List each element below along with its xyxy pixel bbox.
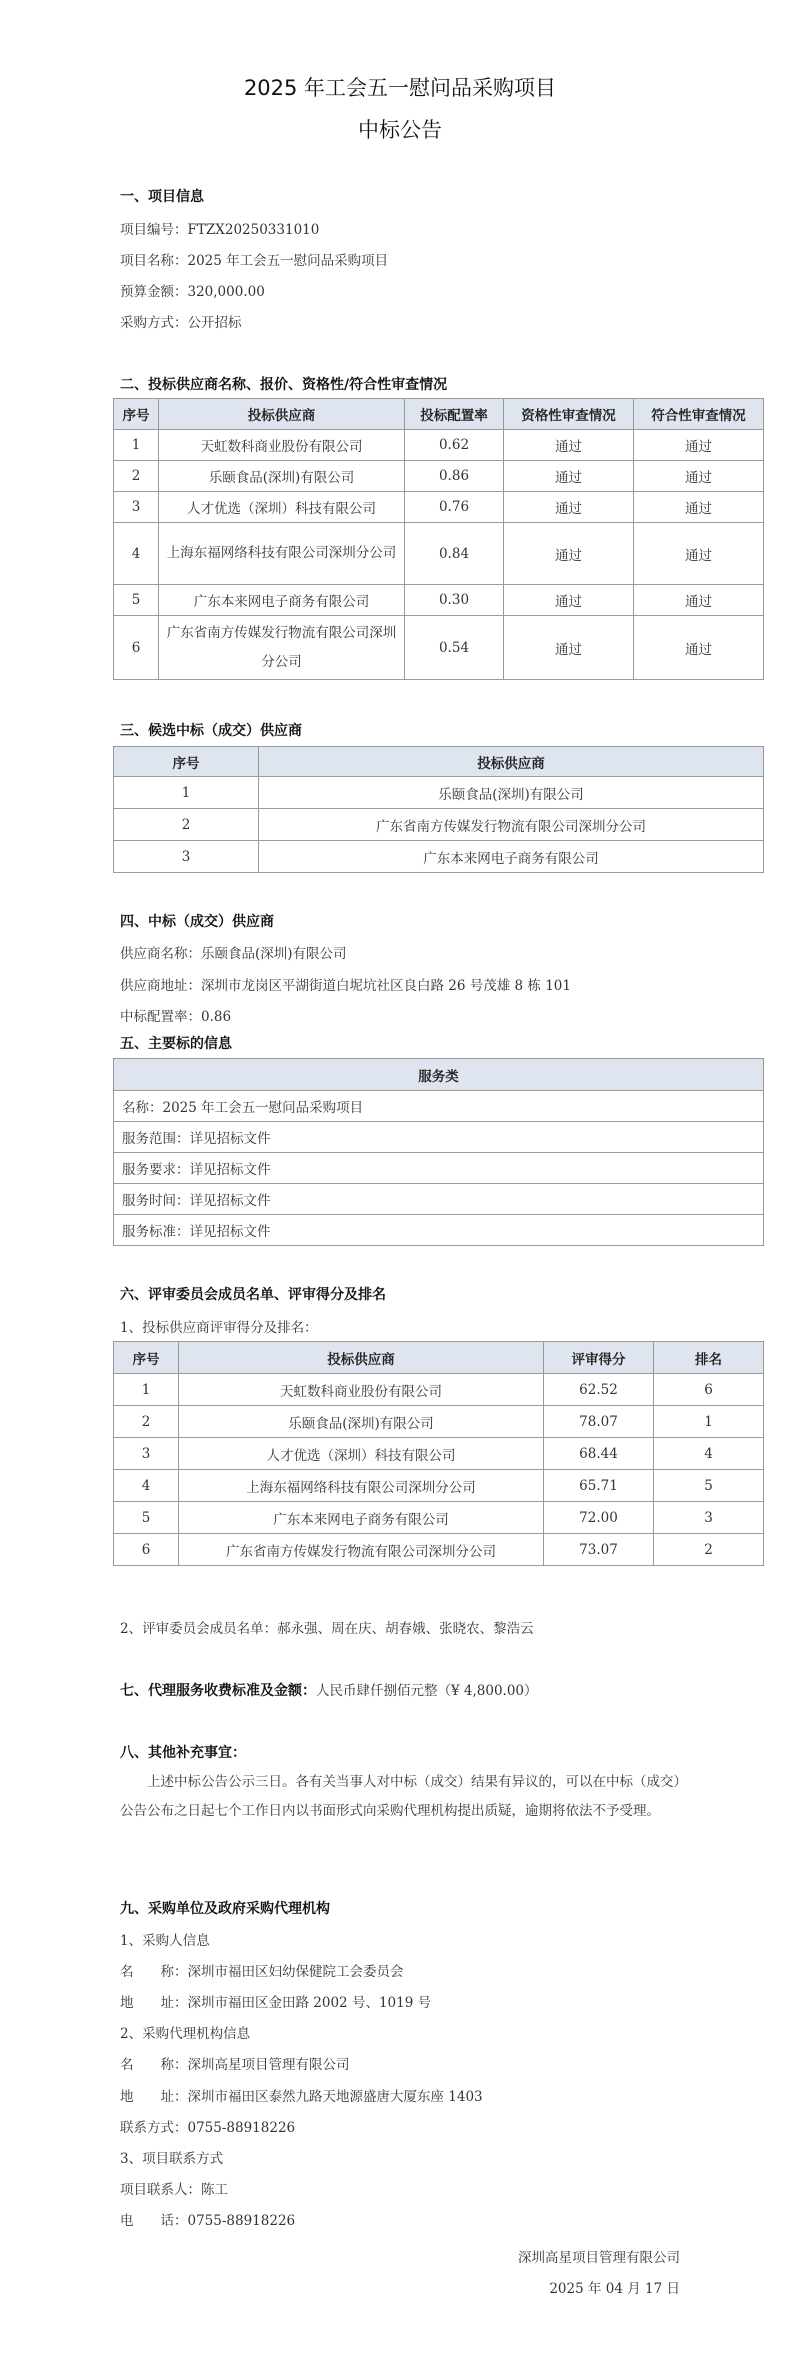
cell: 通过	[504, 430, 634, 461]
cell: 上海东福网络科技有限公司深圳分公司	[179, 1470, 544, 1502]
cell: 2	[114, 461, 159, 492]
col-header: 序号	[114, 1342, 179, 1374]
scores-table	[113, 1341, 764, 1566]
footer-date: 2025 年 04 月 17 日	[549, 2281, 680, 2297]
objection-notice: 上述中标公告公示三日。各有关当事人对中标（成交）结果有异议的，可以在中标（成交）公告公布之日起七个工作日内以书面形式向采购代理机构提出质疑，逾期将依法不予受理。	[120, 1774, 687, 1819]
cell: 78.07	[544, 1406, 654, 1438]
cell: 通过	[634, 492, 764, 523]
cell: 通过	[504, 492, 634, 523]
bidders-table	[113, 398, 764, 680]
cell: 通过	[634, 523, 764, 585]
cell: 6	[654, 1374, 764, 1406]
agency-fee-value: 人民币肆仟捌佰元整（¥ 4,800.00）	[316, 1683, 538, 1699]
cell: 62.52	[544, 1374, 654, 1406]
cell: 人才优选（深圳）科技有限公司	[159, 492, 405, 523]
cell: 0.62	[405, 430, 504, 461]
cell: 服务范围：详见招标文件	[114, 1122, 764, 1153]
project-number: 项目编号：FTZX20250331010	[120, 222, 320, 238]
cell: 2	[114, 1406, 179, 1438]
cell: 0.30	[405, 585, 504, 616]
cell: 通过	[504, 523, 634, 585]
section-contacts-heading: 九、采购单位及政府采购代理机构	[120, 1901, 330, 1917]
cell: 5	[114, 1502, 179, 1534]
winner-address: 供应商地址：深圳市龙岗区平湖街道白坭坑社区良白路 26 号茂雄 8 栋 101	[120, 978, 571, 994]
cell: 通过	[504, 461, 634, 492]
cell: 0.54	[405, 616, 504, 680]
cell: 服务要求：详见招标文件	[114, 1153, 764, 1184]
cell: 65.71	[544, 1470, 654, 1502]
table-row	[114, 461, 764, 492]
table-row	[114, 1502, 764, 1534]
cell: 乐颐食品(深圳)有限公司	[179, 1406, 544, 1438]
table-header-row	[114, 1342, 764, 1374]
purchaser-info-heading: 1、采购人信息	[120, 1933, 210, 1949]
section-project-info-heading: 一、项目信息	[120, 189, 204, 205]
cell: 72.00	[544, 1502, 654, 1534]
cell: 通过	[504, 616, 634, 680]
cell: 乐颐食品(深圳)有限公司	[259, 777, 764, 809]
section-bidders-heading: 二、投标供应商名称、报价、资格性/符合性审查情况	[120, 377, 448, 393]
cell: 广东本来网电子商务有限公司	[159, 585, 405, 616]
col-header: 资格性审查情况	[504, 399, 634, 430]
project-contact-phone: 电 话：0755-88918226	[120, 2213, 296, 2229]
cell: 3	[114, 492, 159, 523]
col-header: 投标供应商	[159, 399, 405, 430]
cell: 天虹数科商业股份有限公司	[179, 1374, 544, 1406]
cell: 4	[114, 523, 159, 585]
cell: 广东省南方传媒发行物流有限公司深圳分公司	[259, 809, 764, 841]
section-other-heading: 八、其他补充事宜：	[120, 1745, 246, 1761]
cell: 6	[114, 1534, 179, 1566]
col-header: 序号	[114, 399, 159, 430]
cell: 人才优选（深圳）科技有限公司	[179, 1438, 544, 1470]
col-header: 服务类	[114, 1059, 764, 1091]
purchaser-address: 地 址：深圳市福田区金田路 2002 号、1019 号	[120, 1995, 432, 2011]
agency-fee-line	[120, 1679, 538, 1700]
table-row	[114, 1153, 764, 1184]
purchaser-name: 名 称：深圳市福田区妇幼保健院工会委员会	[120, 1964, 404, 1980]
cell: 服务标准：详见招标文件	[114, 1215, 764, 1246]
cell: 0.86	[405, 461, 504, 492]
table-row	[114, 1534, 764, 1566]
section-subject-heading: 五、主要标的信息	[120, 1036, 232, 1052]
cell: 1	[654, 1406, 764, 1438]
col-header: 投标配置率	[405, 399, 504, 430]
winner-config-rate: 中标配置率：0.86	[120, 1009, 232, 1025]
cell: 1	[114, 1374, 179, 1406]
page-title: 2025 年工会五一慰问品采购项目	[243, 76, 557, 100]
cell: 通过	[634, 461, 764, 492]
agency-info-heading: 2、采购代理机构信息	[120, 2026, 251, 2042]
cell: 6	[114, 616, 159, 680]
cell: 1	[114, 430, 159, 461]
table-header-row	[114, 1059, 764, 1091]
table-row	[114, 809, 764, 841]
budget-amount: 预算金额：320,000.00	[120, 284, 265, 300]
cell: 广东本来网电子商务有限公司	[259, 841, 764, 873]
table-row	[114, 430, 764, 461]
cell: 3	[114, 841, 259, 873]
cell: 2	[654, 1534, 764, 1566]
cell: 乐颐食品(深圳)有限公司	[159, 461, 405, 492]
table-row	[114, 616, 764, 680]
cell: 4	[114, 1470, 179, 1502]
subject-info-table	[113, 1058, 764, 1246]
scores-subheading: 1、投标供应商评审得分及排名：	[120, 1320, 318, 1336]
table-row	[114, 1215, 764, 1246]
committee-members: 2、评审委员会成员名单：郝永强、周在庆、胡春娥、张晓农、黎浩云	[120, 1621, 534, 1637]
project-name: 项目名称：2025 年工会五一慰问品采购项目	[120, 253, 389, 269]
agency-address: 地 址：深圳市福田区泰然九路天地源盛唐大厦东座 1403	[120, 2089, 483, 2105]
cell: 通过	[634, 585, 764, 616]
cell: 5	[114, 585, 159, 616]
section-review-heading: 六、评审委员会成员名单、评审得分及排名	[120, 1287, 386, 1303]
cell: 广东省南方传媒发行物流有限公司深圳分公司	[179, 1534, 544, 1566]
col-header: 投标供应商	[259, 747, 764, 777]
page-subtitle: 中标公告	[358, 118, 442, 142]
section-candidates-heading: 三、候选中标（成交）供应商	[120, 723, 302, 739]
agency-contact: 联系方式：0755-88918226	[120, 2120, 296, 2136]
table-row	[114, 841, 764, 873]
cell: 通过	[504, 585, 634, 616]
table-row	[114, 492, 764, 523]
cell: 服务时间：详见招标文件	[114, 1184, 764, 1215]
section-fee-heading: 七、代理服务收费标准及金额：	[120, 1683, 316, 1699]
section-winner-heading: 四、中标（成交）供应商	[120, 914, 274, 930]
cell: 天虹数科商业股份有限公司	[159, 430, 405, 461]
cell: 广东本来网电子商务有限公司	[179, 1502, 544, 1534]
table-row	[114, 1470, 764, 1502]
cell: 3	[654, 1502, 764, 1534]
cell: 通过	[634, 430, 764, 461]
cell: 0.76	[405, 492, 504, 523]
cell: 通过	[634, 616, 764, 680]
procurement-method: 采购方式：公开招标	[120, 315, 242, 331]
table-row	[114, 1122, 764, 1153]
table-row	[114, 777, 764, 809]
cell: 5	[654, 1470, 764, 1502]
table-row	[114, 1438, 764, 1470]
cell: 2	[114, 809, 259, 841]
cell: 名称：2025 年工会五一慰问品采购项目	[114, 1091, 764, 1122]
table-header-row	[114, 747, 764, 777]
table-row	[114, 523, 764, 585]
table-row	[114, 585, 764, 616]
table-row	[114, 1091, 764, 1122]
cell: 4	[654, 1438, 764, 1470]
cell: 3	[114, 1438, 179, 1470]
winner-name: 供应商名称：乐颐食品(深圳)有限公司	[120, 946, 347, 962]
col-header: 投标供应商	[179, 1342, 544, 1374]
cell: 广东省南方传媒发行物流有限公司深圳分公司	[159, 616, 405, 680]
col-header: 序号	[114, 747, 259, 777]
cell: 上海东福网络科技有限公司深圳分公司	[159, 523, 405, 585]
cell: 0.84	[405, 523, 504, 585]
table-row	[114, 1406, 764, 1438]
candidates-table	[113, 746, 764, 873]
col-header: 排名	[654, 1342, 764, 1374]
table-row	[114, 1184, 764, 1215]
project-contact-heading: 3、项目联系方式	[120, 2151, 224, 2167]
footer-company: 深圳高星项目管理有限公司	[518, 2250, 680, 2266]
col-header: 评审得分	[544, 1342, 654, 1374]
table-row	[114, 1374, 764, 1406]
cell: 68.44	[544, 1438, 654, 1470]
cell: 73.07	[544, 1534, 654, 1566]
project-contact-person: 项目联系人：陈工	[120, 2182, 228, 2198]
agency-name: 名 称：深圳高星项目管理有限公司	[120, 2057, 350, 2073]
table-header-row	[114, 399, 764, 430]
cell: 1	[114, 777, 259, 809]
col-header: 符合性审查情况	[634, 399, 764, 430]
